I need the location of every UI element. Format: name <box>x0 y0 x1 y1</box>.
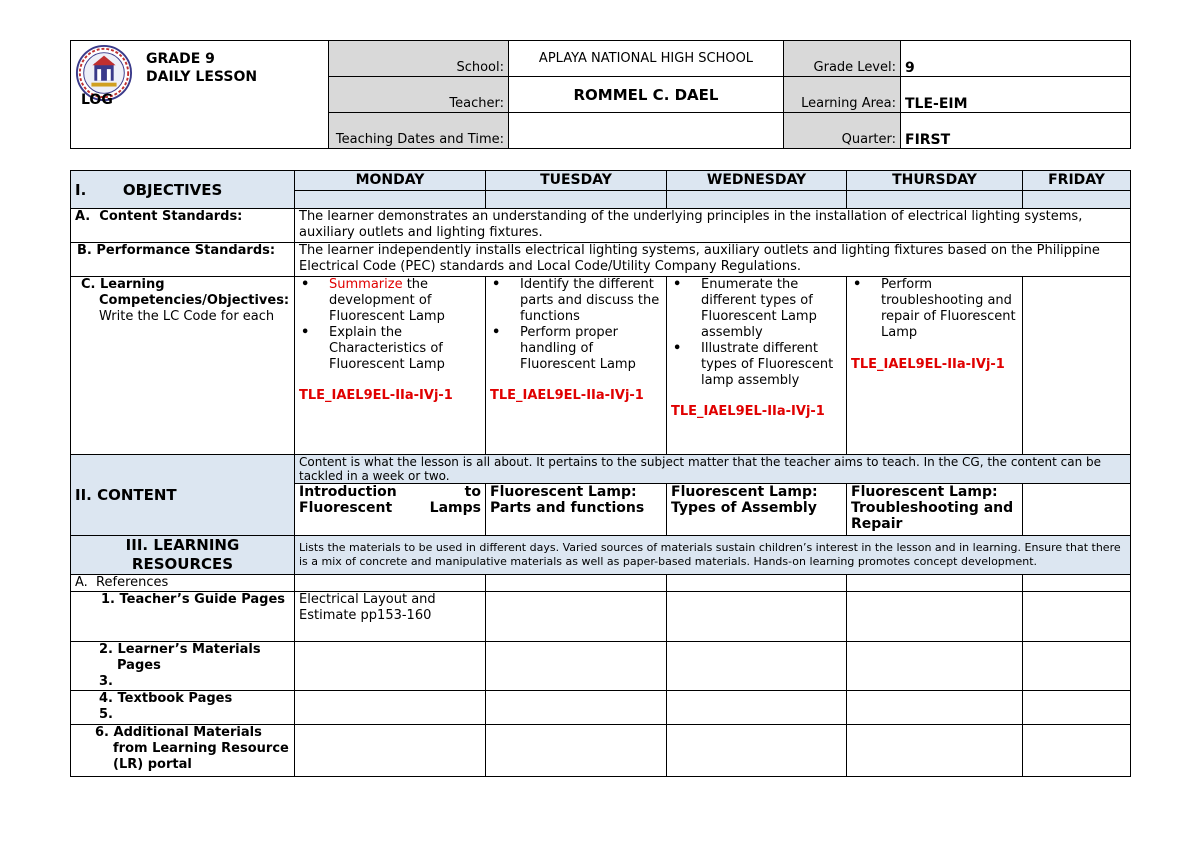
objective-text: the development of Fluorescent Lamp <box>329 277 445 324</box>
empty-cell <box>295 642 486 691</box>
empty-cell <box>1023 575 1131 592</box>
title-line-3: LOG <box>81 92 113 108</box>
list-item: • Identify the different parts and discuss the functions <box>490 277 662 325</box>
teachers-guide-monday: Electrical Layout and Estimate pp153-160 <box>295 592 486 642</box>
lesson-log-table <box>70 170 1131 777</box>
content-thursday: Fluorescent Lamp: Troubleshooting and Repair <box>847 484 1023 536</box>
empty-cell <box>295 691 486 725</box>
empty-cell <box>667 592 847 642</box>
learning-area-label: Learning Area: <box>784 77 901 113</box>
grade-level-value: 9 <box>901 41 1131 77</box>
competencies-wednesday <box>667 277 847 455</box>
list-item <box>299 277 481 325</box>
list-item: • Explain the Characteristics of Fluorescent Lamp <box>299 325 481 373</box>
objective-verb: Summarize <box>329 277 403 292</box>
day-blank-cell <box>847 191 1023 209</box>
lc-code: TLE_IAEL9EL-IIa-IVj-1 <box>490 388 644 403</box>
empty-cell <box>847 691 1023 725</box>
content-wednesday: Fluorescent Lamp: Types of Assembly <box>667 484 847 536</box>
day-blank-cell <box>667 191 847 209</box>
title-line-1: GRADE 9 <box>146 51 215 67</box>
quarter-label: Quarter: <box>784 113 901 149</box>
content-tuesday: Fluorescent Lamp: Parts and functions <box>486 484 667 536</box>
empty-cell <box>486 592 667 642</box>
textbook-cell <box>71 691 295 725</box>
performance-standards-text: The learner independently installs electrical lighting systems, auxiliary outlets and lighting fixtures based on the Philippine Electrical Code (PEC) standards and Local Code/Utility Company Regulations. <box>295 243 1131 277</box>
item-number-3: 3. <box>99 674 113 689</box>
teachers-guide-label: 1. Teacher’s Guide Pages <box>71 592 295 642</box>
school-value: APLAYA NATIONAL HIGH SCHOOL <box>509 41 784 77</box>
day-blank-cell <box>1023 191 1131 209</box>
empty-cell <box>486 725 667 777</box>
empty-cell <box>1023 592 1131 642</box>
empty-cell <box>295 575 486 592</box>
header-table <box>70 40 1131 149</box>
content-note: Content is what the lesson is all about. It pertains to the subject matter that the teacher aims to teach. In the CG, the content can be tackled in a week or two. <box>295 455 1131 484</box>
empty-cell <box>486 691 667 725</box>
textbook-label: 4. Textbook Pages <box>99 691 233 706</box>
empty-cell <box>847 592 1023 642</box>
title-line-2: DAILY LESSON <box>146 69 258 85</box>
empty-cell <box>847 642 1023 691</box>
competencies-label-cell <box>71 277 295 455</box>
content-standards-label: A. Content Standards: <box>71 209 295 243</box>
day-blank-cell <box>486 191 667 209</box>
content-monday: Introduction to Fluorescent Lamps <box>295 484 486 536</box>
learners-materials-cell <box>71 642 295 691</box>
empty-cell <box>1023 642 1131 691</box>
competencies-tuesday <box>486 277 667 455</box>
day-header-wednesday: WEDNESDAY <box>667 171 847 191</box>
teaching-dates-value <box>509 113 784 149</box>
competencies-label: C. Learning Competencies/Objectives: <box>81 277 290 308</box>
empty-cell <box>1023 725 1131 777</box>
lc-code: TLE_IAEL9EL-IIa-IVj-1 <box>851 357 1005 372</box>
empty-cell <box>667 575 847 592</box>
learning-area-value: TLE-EIM <box>901 77 1131 113</box>
empty-cell <box>667 642 847 691</box>
learners-materials-label: 2. Learner’s Materials Pages <box>99 642 261 673</box>
content-heading: II. CONTENT <box>71 455 295 536</box>
references-label: A. References <box>71 575 295 592</box>
empty-cell <box>847 575 1023 592</box>
quarter-value: FIRST <box>901 113 1131 149</box>
list-item: • Enumerate the different types of Fluorescent Lamp assembly <box>671 277 842 341</box>
content-standards-text: The learner demonstrates an understanding of the underlying principles in the installation of electrical lighting systems, auxiliary outlets and lighting fixtures. <box>295 209 1131 243</box>
lc-code: TLE_IAEL9EL-IIa-IVj-1 <box>671 404 825 419</box>
competencies-thursday <box>847 277 1023 455</box>
teacher-value: ROMMEL C. DAEL <box>509 77 784 113</box>
objectives-heading: I. OBJECTIVES <box>71 171 295 209</box>
resources-note: Lists the materials to be used in different days. Varied sources of materials sustain children’s interest in the lesson and in learning. Ensure that there is a mix of concrete and manipulative materials as well as paper-based materials. Hands-on learning promotes concept development. <box>295 536 1131 575</box>
list-item: • Perform troubleshooting and repair of Fluorescent Lamp <box>851 277 1018 341</box>
empty-cell <box>1023 691 1131 725</box>
performance-standards-label: B. Performance Standards: <box>71 243 295 277</box>
empty-cell <box>295 725 486 777</box>
teaching-dates-label: Teaching Dates and Time: <box>329 113 509 149</box>
title-cell <box>71 41 329 149</box>
list-item: • Perform proper handling of Fluorescent Lamp <box>490 325 662 373</box>
day-header-monday: MONDAY <box>295 171 486 191</box>
item-number-5: 5. <box>99 707 113 722</box>
competencies-friday <box>1023 277 1131 455</box>
resources-heading: III. LEARNING RESOURCES <box>71 536 295 575</box>
empty-cell <box>486 642 667 691</box>
lc-code: TLE_IAEL9EL-IIa-IVj-1 <box>299 388 453 403</box>
additional-materials-label: 6. Additional Materials from Learning Resource (LR) portal <box>71 725 295 777</box>
teacher-label: Teacher: <box>329 77 509 113</box>
list-item: • Illustrate different types of Fluorescent lamp assembly <box>671 341 842 389</box>
school-label: School: <box>329 41 509 77</box>
empty-cell <box>847 725 1023 777</box>
competencies-note: Write the LC Code for each <box>99 309 275 324</box>
day-header-tuesday: TUESDAY <box>486 171 667 191</box>
empty-cell <box>667 691 847 725</box>
day-header-friday: FRIDAY <box>1023 171 1131 191</box>
day-header-thursday: THURSDAY <box>847 171 1023 191</box>
empty-cell <box>486 575 667 592</box>
day-blank-cell <box>295 191 486 209</box>
content-friday <box>1023 484 1131 536</box>
grade-level-label: Grade Level: <box>784 41 901 77</box>
empty-cell <box>667 725 847 777</box>
competencies-monday <box>295 277 486 455</box>
